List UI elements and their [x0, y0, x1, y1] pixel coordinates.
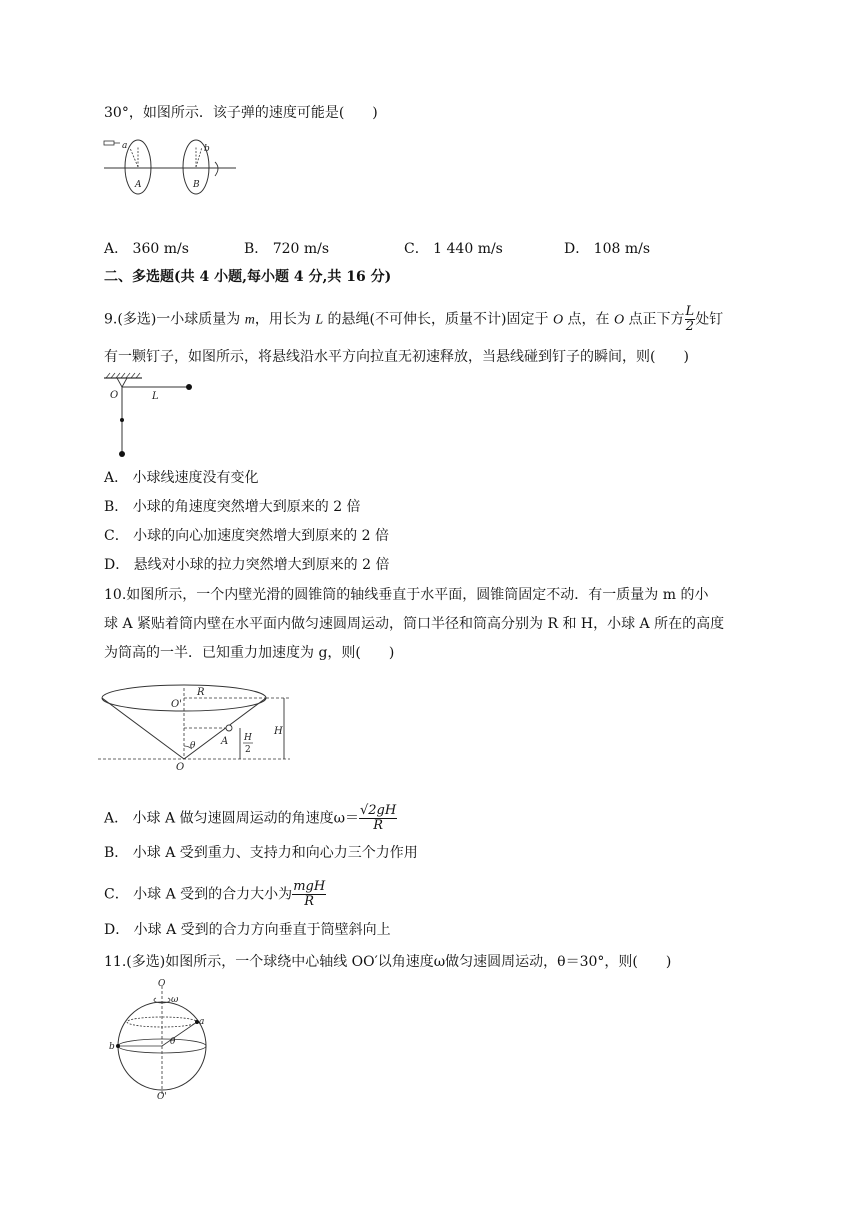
q9-stem-line1: [104, 305, 723, 334]
q10-label-H-den: 2: [245, 745, 251, 755]
q8-option-c: C． 1 440 m/s: [404, 241, 503, 257]
q9-fraction: $\frac{L}{2}$: [685, 304, 695, 334]
q9-stem-line2: 有一颗钉子，如图所示，将悬线沿水平方向拉直无初速释放，当悬线碰到钉子的瞬间，则( ): [104, 349, 689, 365]
q8-option-a: A． 360 m/s: [104, 241, 189, 257]
q9-text-f: 处钉: [695, 311, 724, 328]
q8-label-B: B: [193, 180, 200, 190]
q9-text-a: 9.(多选)一小球质量为: [104, 311, 245, 328]
q9-text-b: ，用长为: [254, 311, 316, 328]
q10-option-d: D． 小球 A 受到的合力方向垂直于筒壁斜向上: [104, 922, 391, 938]
q8-label-a: a: [122, 141, 128, 151]
q11-label-b: b: [109, 1042, 115, 1052]
q8-option-b: B． 720 m/s: [244, 241, 330, 257]
q9-label-L: L: [152, 391, 159, 402]
q9-option-b: B． 小球的角速度突然增大到原来的 2 倍: [104, 499, 361, 515]
q10-label-H: H: [274, 726, 283, 737]
q10-option-b: B． 小球 A 受到重力、支持力和向心力三个力作用: [104, 845, 418, 861]
q10-stem-line2: 球 A 紧贴着筒内壁在水平面内做匀速圆周运动，筒口半径和筒高分别为 R 和 H，小球 A 所在的高度: [104, 616, 725, 632]
section-heading: 二、多选题(共 4 小题,每小题 4 分,共 16 分): [104, 269, 392, 285]
q8-stem-tail: 30°，如图所示．该子弹的速度可能是( ): [104, 105, 378, 121]
q10-option-c-text: C． 小球 A 受到的合力大小为: [104, 886, 293, 903]
q8-label-b: b: [204, 144, 210, 154]
q8-option-d: D． 108 m/s: [564, 241, 651, 257]
q11-stem: 11.(多选)如图所示，一个球绕中心轴线 OO′以角速度ω做匀速圆周运动，θ＝30°，则( ): [104, 954, 672, 970]
q11-label-O: O: [158, 979, 166, 989]
q10-option-a: [104, 804, 397, 833]
q11-figure: [106, 978, 212, 1100]
q9-text-c: 的悬绳(不可伸长，质量不计)固定于: [323, 311, 553, 328]
q10-stem-line3: 为筒高的一半．已知重力加速度为 g，则( ): [104, 645, 395, 661]
q9-text-e: 点正下方: [624, 311, 685, 328]
q11-label-theta: θ: [170, 1037, 176, 1047]
q9-m: m: [244, 312, 255, 328]
q9-O1: O: [552, 312, 564, 328]
q10-label-A: A: [221, 736, 229, 747]
q9-option-c: C． 小球的向心加速度突然增大到原来的 2 倍: [104, 528, 389, 544]
q10-label-O-top: O': [171, 699, 182, 710]
q10-label-theta: θ: [190, 741, 196, 751]
q11-label-omega: ω: [171, 995, 179, 1005]
q11-label-a: a: [199, 1017, 205, 1027]
q9-figure: [100, 372, 200, 464]
q10-stem-line1: 10.如图所示，一个内壁光滑的圆锥筒的轴线垂直于水平面，圆锥筒固定不动．有一质量为 m 的小: [104, 587, 709, 603]
q9-L: L: [315, 312, 324, 328]
q9-O2: O: [613, 312, 625, 328]
q10-label-O: O: [176, 762, 185, 770]
q10-option-a-text: A． 小球 A 做匀速圆周运动的角速度ω＝: [104, 810, 359, 827]
q10-option-c-fraction: $\frac{\text{mgH}}{R}$: [293, 879, 326, 909]
q9-option-d: D． 悬线对小球的拉力突然增大到原来的 2 倍: [104, 557, 390, 573]
q8-figure: [100, 134, 240, 196]
q9-text-d: 点，在: [563, 311, 614, 328]
q11-label-O-bottom: O': [157, 1092, 167, 1100]
q8-label-A: A: [135, 180, 142, 190]
q10-label-R: R: [197, 687, 205, 698]
q10-option-a-fraction: $\frac{√2gH}{R}$: [360, 803, 397, 833]
q9-option-a: A． 小球线速度没有变化: [104, 470, 259, 486]
q10-option-c: [104, 880, 326, 909]
q10-label-H-num: H: [244, 733, 252, 743]
q9-label-O: O: [110, 390, 119, 401]
q10-figure: [98, 682, 298, 770]
